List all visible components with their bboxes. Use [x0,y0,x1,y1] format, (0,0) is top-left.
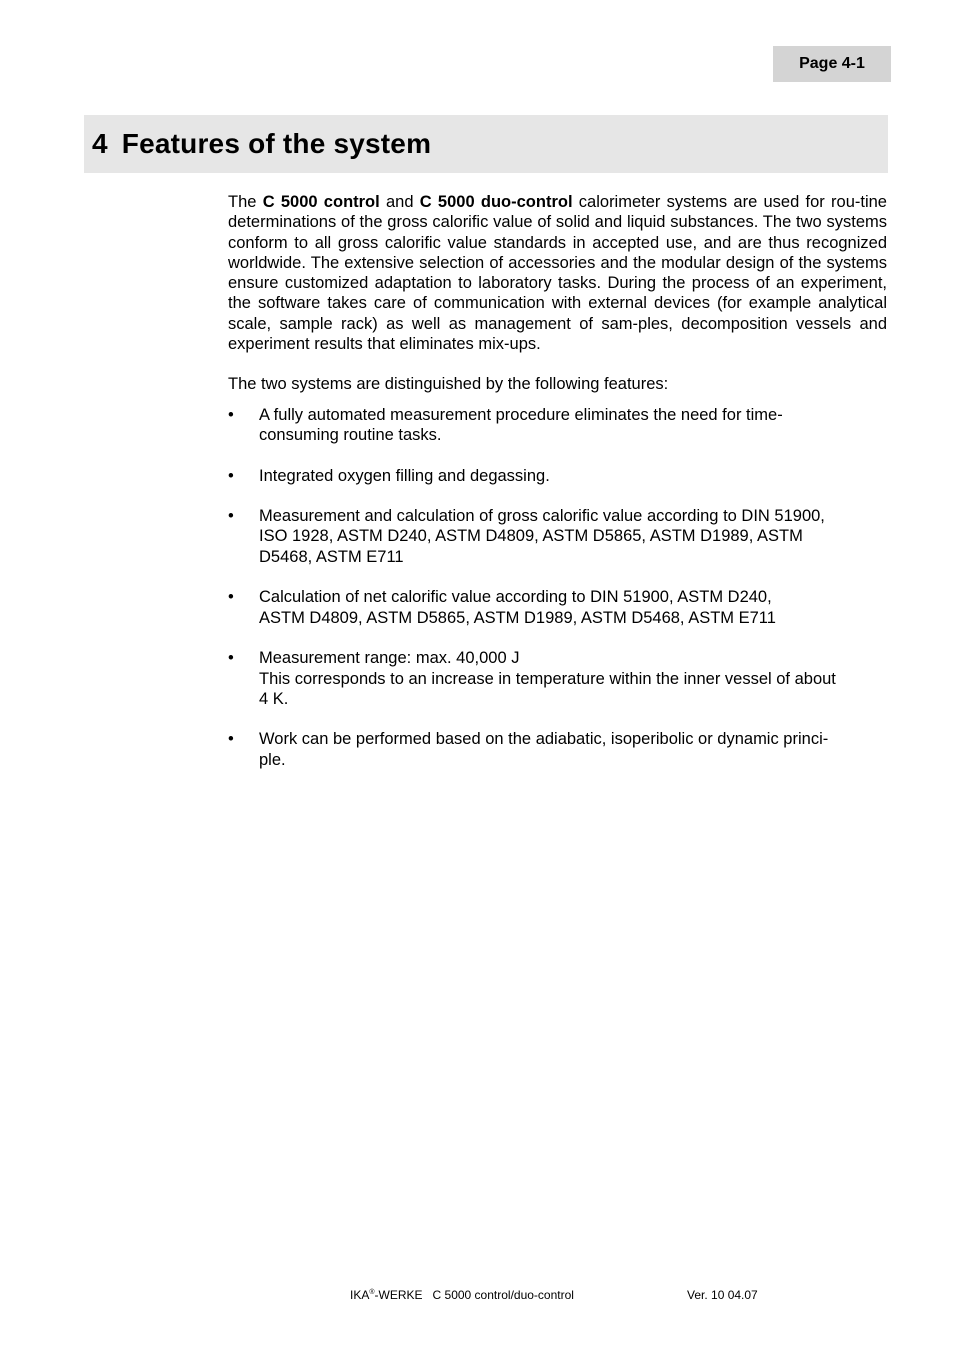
bullet-icon: • [228,405,234,424]
footer-brand: IKA [350,1288,370,1302]
intro-text-1: The [228,193,263,211]
page-number-badge [773,46,891,82]
feature-item [228,648,887,709]
intro-product-1: C 5000 control [262,193,380,211]
registered-mark: ® [369,1289,375,1296]
bullet-icon: • [228,730,234,749]
footer-product: C 5000 control/duo-control [432,1288,574,1302]
chapter-title-text: Features of the system [121,128,432,159]
feature-line: D5468, ASTM E711 [259,547,404,566]
bullet-icon: • [228,507,234,526]
intro-paragraph [228,192,887,354]
feature-line: ASTM D4809, ASTM D5865, ASTM D1989, ASTM D5468, ASTM E711 [259,608,776,627]
feature-line: This corresponds to an increase in temperature within the inner vessel of about [259,669,836,688]
footer-product-info [350,1288,574,1302]
feature-line: Calculation of net calorific value according to DIN 51900, ASTM D240, [259,588,772,607]
features-list [228,405,887,770]
footer-brand-rest: -WERKE [374,1288,423,1302]
feature-item [228,729,887,770]
features-lead: The two systems are distinguished by the following features: [228,375,669,394]
feature-line: 4 K. [259,689,289,708]
bullet-icon: • [228,466,234,485]
feature-line: Work can be performed based on the adiabatic, isoperibolic or dynamic princi- [259,730,829,749]
feature-line: ple. [259,750,286,769]
feature-item [228,405,887,446]
feature-line: ISO 1928, ASTM D240, ASTM D4809, ASTM D5865, ASTM D1989, ASTM [259,527,803,546]
feature-item [228,506,887,567]
intro-text-2: and [379,193,420,211]
chapter-heading-bar [84,115,888,173]
feature-line: A fully automated measurement procedure eliminates the need for time- [259,405,783,424]
page-body [228,192,887,790]
feature-line: Measurement range: max. 40,000 J [259,649,520,668]
page-number-label: Page 4-1 [799,55,865,72]
feature-line: Measurement and calculation of gross calorific value according to DIN 51900, [259,507,825,526]
intro-product-2: C 5000 duo-control [419,193,573,211]
feature-line: Integrated oxygen filling and degassing. [259,466,550,485]
feature-item [228,466,887,486]
bullet-icon: • [228,588,234,607]
chapter-title [84,128,431,160]
feature-item [228,587,887,628]
footer-version: Ver. 10 04.07 [687,1288,758,1302]
feature-line: consuming routine tasks. [259,425,442,444]
intro-text-3: calorimeter systems are used for rou-tine determinations of the gross calorific value of solid and liquid substances. The two systems conform to all gross calorific value standards in accepted use, and are thus recognized worldwide. The extensive selection of accessories and the modular design of the systems ensure customized adaptation to laboratory tasks. During the process of an experiment, the software takes care of communication with external devices (for example analytical scale, sample rack) as well as management of sam-ples, decomposition vessels and experiment results that eliminates mix-ups. [228,193,887,354]
bullet-icon: • [228,649,234,668]
chapter-number: 4 [92,128,108,159]
